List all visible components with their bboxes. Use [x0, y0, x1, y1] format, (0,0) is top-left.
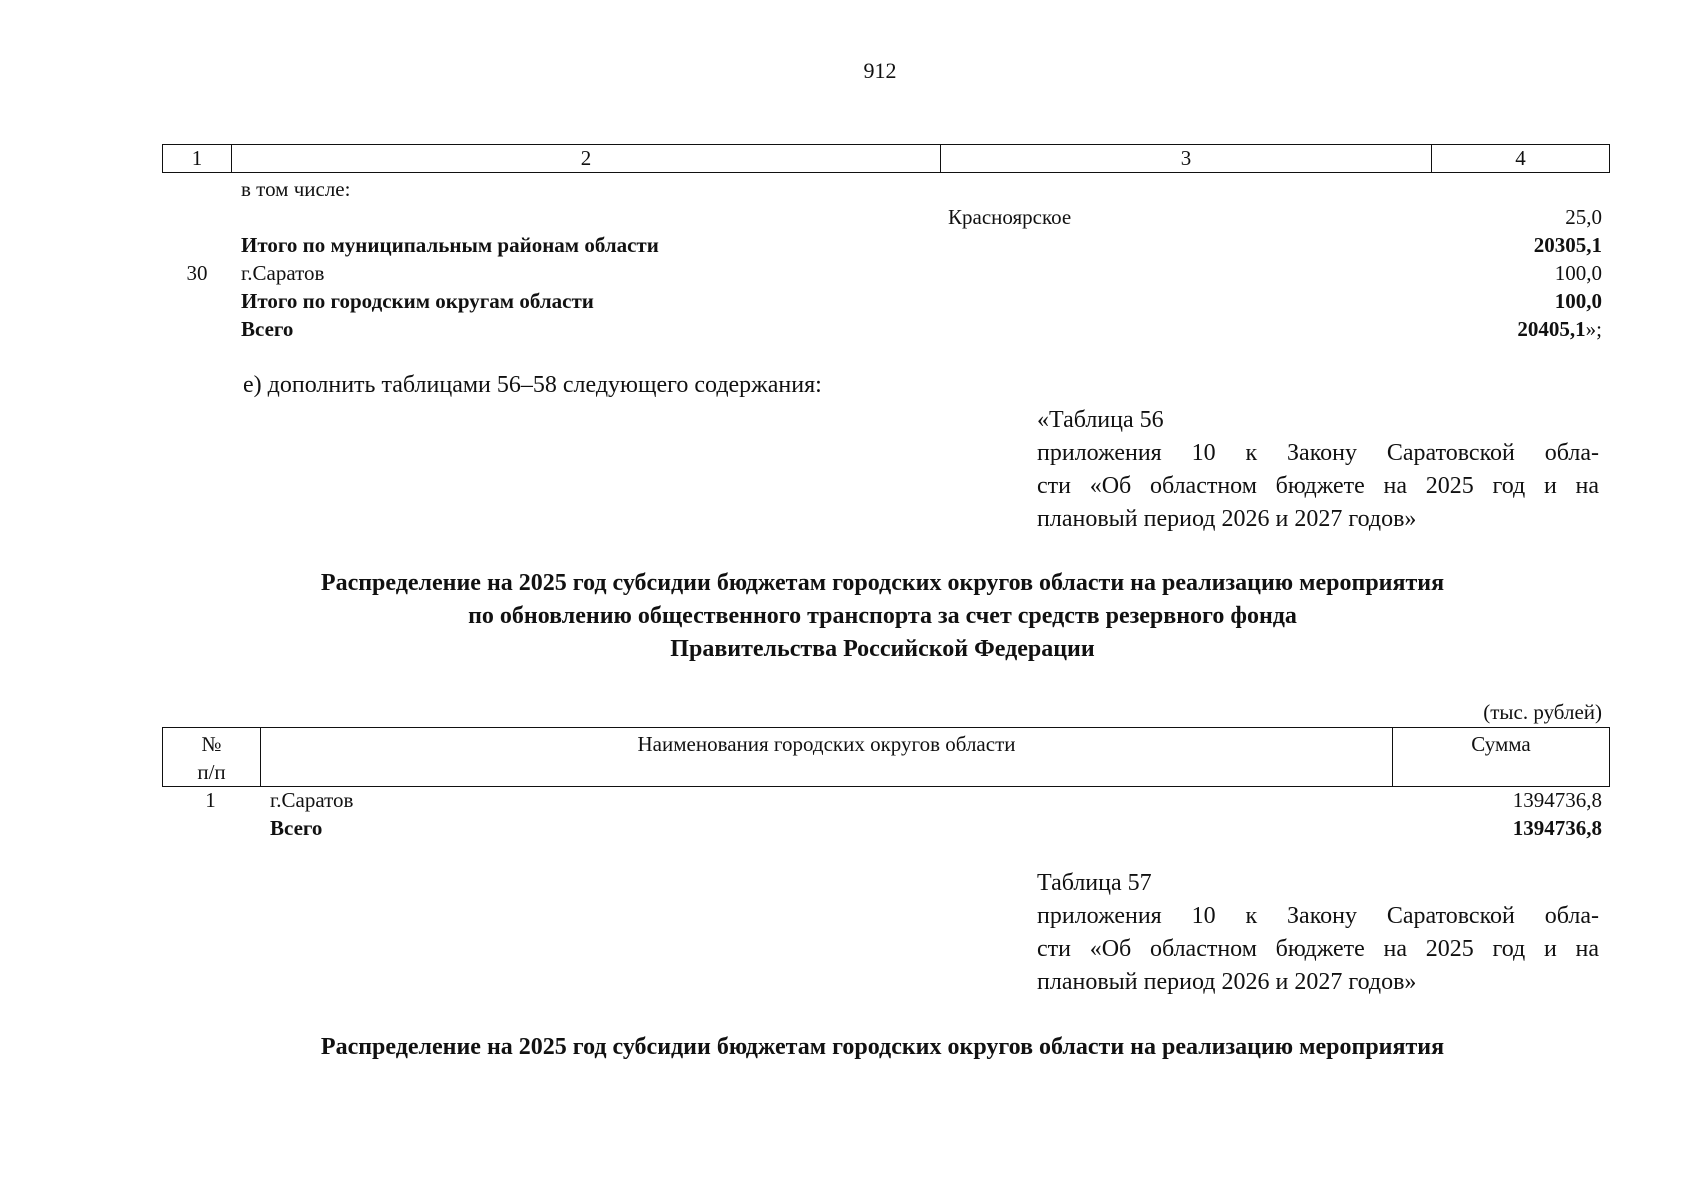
table56-row-number: 1 — [205, 788, 216, 812]
table1-row-number: 30 — [186, 261, 208, 285]
table56-caption-line: плановый период 2026 и 2027 годов» — [1037, 506, 1417, 532]
table57-caption-line: плановый период 2026 и 2027 годов» — [1037, 969, 1417, 995]
table56-row-value: 1394736,8 — [1512, 788, 1602, 812]
table1-row-subtotal-districts-value: 20305,1 — [1533, 233, 1602, 257]
amendment-paragraph: е) дополнить таблицами 56–58 следующего содержания: — [243, 372, 822, 398]
column-4-header: 4 — [1432, 145, 1610, 173]
unit-label: (тыс. рублей) — [1483, 700, 1602, 724]
table57-caption-line: сти «Об областном бюджете на 2025 год и на — [1037, 936, 1599, 962]
column-3-header: 3 — [941, 145, 1432, 173]
table57-heading-line: Распределение на 2025 год субсидии бюджетам городских округов области на реализацию мероприятия — [320, 1034, 1445, 1060]
table1-row-total-value-wrap — [1517, 315, 1602, 343]
table57-caption-line: приложения 10 к Закону Саратовской обла- — [1037, 903, 1599, 929]
column-2-header: 2 — [232, 145, 941, 173]
table56-header-number: № п/п — [163, 728, 261, 787]
table56-heading-line: Правительства Российской Федерации — [670, 636, 1095, 662]
table56-header-sum: Сумма — [1393, 728, 1610, 787]
table56-total-value: 1394736,8 — [1512, 816, 1602, 840]
table1-row-district-value: 25,0 — [1565, 205, 1602, 229]
table56-total-label: Всего — [270, 816, 323, 840]
table1-row-city-name: г.Саратов — [241, 261, 325, 285]
page-number: 912 — [863, 58, 897, 83]
table56 — [162, 727, 1610, 787]
table1-row-total-value: 20405,1 — [1517, 317, 1586, 341]
table1-row-total: Всего — [241, 317, 294, 341]
table1-row-subtotal-cities-value: 100,0 — [1554, 289, 1602, 313]
table56-heading — [150, 567, 1615, 666]
table57-caption-line: Таблица 57 — [1037, 870, 1152, 896]
table1-row-subtotal-districts: Итого по муниципальным районам области — [241, 233, 659, 257]
table56-heading-line: Распределение на 2025 год субсидии бюджетам городских округов области на реализацию мероприятия — [320, 570, 1445, 596]
table56-caption-line: «Таблица 56 — [1037, 407, 1164, 433]
table1-total-suffix: »; — [1585, 317, 1602, 341]
column-1-header: 1 — [163, 145, 232, 173]
table1-row-district-name: Красноярское — [948, 205, 1072, 229]
table56-row-name: г.Саратов — [270, 788, 354, 812]
table1-row-subtotal-cities: Итого по городским округам области — [241, 289, 594, 313]
table56-caption-line: приложения 10 к Закону Саратовской обла- — [1037, 440, 1599, 466]
table57-caption — [1037, 867, 1599, 999]
table1-row-city-value: 100,0 — [1554, 261, 1602, 285]
table56-heading-line: по обновлению общественного транспорта за счет средств резервного фонда — [468, 603, 1297, 629]
table1-header — [162, 144, 1610, 173]
table1-row-subheading: в том числе: — [241, 177, 351, 201]
table56-caption-line: сти «Об областном бюджете на 2025 год и на — [1037, 473, 1599, 499]
table57-heading — [150, 1031, 1615, 1064]
table56-caption — [1037, 404, 1599, 536]
table56-header-name: Наименования городских округов области — [261, 728, 1393, 787]
